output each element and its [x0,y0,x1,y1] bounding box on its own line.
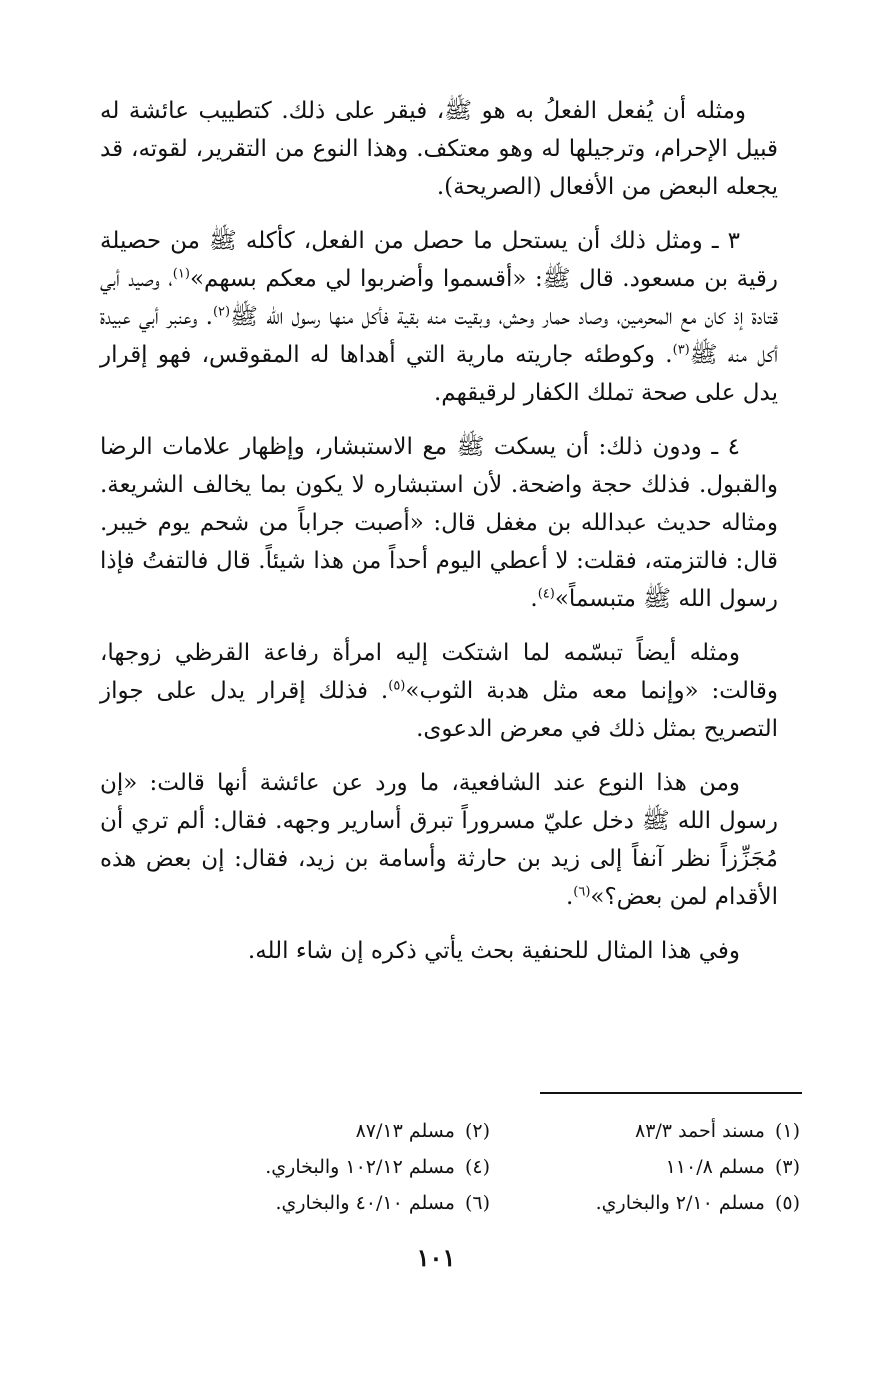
paragraph-6: وفي هذا المثال للحنفية بحث يأتي ذكره إن شاء الله. [247,938,740,964]
footnote-row [180,1185,800,1221]
footnote-1: (١)مسند أحمد ٨٣/٣ [635,1120,800,1142]
footnote-ref-6: (٦) [573,884,591,900]
footnote-separator [540,1092,802,1094]
footnote-ref-3: (٣) [672,342,690,358]
paragraph-5: ومن هذا النوع عند الشافعية، ما ورد عن عائشة أنها قالت: «إن رسول الله ﷺ دخل عليّ مسروراً تبرق أسارير وجهه. فقال: ألم تري أن مُجَزِّزاً نظر آنفاً إلى زيد بن حارثة وأسامة بن زيد، فقال: إن بعض هذه الأقدام لمن بعض؟»$^{(٦)}$. [100,770,778,910]
footnote-6: (٦)مسلم ٤٠/١٠ والبخاري. [275,1192,490,1214]
footnote-row [180,1113,800,1149]
footnote-4: (٤)مسلم ١٠٢/١٢ والبخاري. [265,1156,490,1178]
paragraph-4: ومثله أيضاً تبسّمه لما اشتكت إليه امرأة رفاعة القرظي زوجها، وقالت: «وإنما معه مثل هدبة الثوب»$^{(٥)}$. فذلك إقرار يدل على جواز التصريح بمثل ذلك في معرض الدعوى. [100,640,778,742]
footnote-2: (٢)مسلم ٨٧/١٣ [355,1120,490,1142]
footnote-ref-5: (٥) [388,678,406,694]
page-number: ١٠١ [416,1243,456,1272]
footnote-ref-4: (٤) [537,586,555,602]
footnote-3: (٣)مسلم ١١٠/٨ [665,1156,800,1178]
footnote-ref-1: (١) [172,266,190,282]
footnotes [180,1113,800,1221]
footnote-row [180,1149,800,1185]
paragraph-3: ٤ ـ ودون ذلك: أن يسكت ﷺ مع الاستبشار، وإظهار علامات الرضا والقبول. فذلك حجة واضحة. لأن استبشاره لا يكون بما يخالف الشريعة. ومثاله حديث عبدالله بن مغفل قال: «أصبت جراباً من شحم يوم خيبر. قال: فالتزمته، فقلت: لا أعطي اليوم أحداً من هذا شيئاً. قال فالتفتُ فإذا رسول الله ﷺ متبسماً»$^{(٤)}$. [100,434,778,612]
main-text [100,92,778,986]
footnote-5: (٥)مسلم ٢/١٠ والبخاري. [595,1192,800,1214]
paragraph-2: ٣ ـ ومثل ذلك أن يستحل ما حصل من الفعل، كأكله ﷺ من حصيلة رقية بن مسعود. قال ﷺ: «أقسموا وأضربوا لي معكم بسهم»$^{(١)}$، وصيد أبي قتادة إذ كان مع المحرمين، وصاد حمار وحش، وبقيت منه بقية فأكل منها رسول الله ﷺ$^{(٢)}$. وعنبر أبي عبيدة أكل منه ﷺ$^{(٣)}$. وكوطئه جاريته مارية التي أهداها له المقوقس، فهو إقرار يدل على صحة تملك الكفار لرقيقهم. [100,228,779,406]
paragraph-1: ومثله أن يُفعل الفعلُ به هو ﷺ، فيقر على ذلك. كتطييب عائشة له قبيل الإحرام، وترجيلها له وهو معتكف. وهذا النوع من التقرير، لقوته، قد يجعله البعض من الأفعال (الصريحة). [100,98,778,200]
footnote-ref-2: (٢) [212,304,231,320]
